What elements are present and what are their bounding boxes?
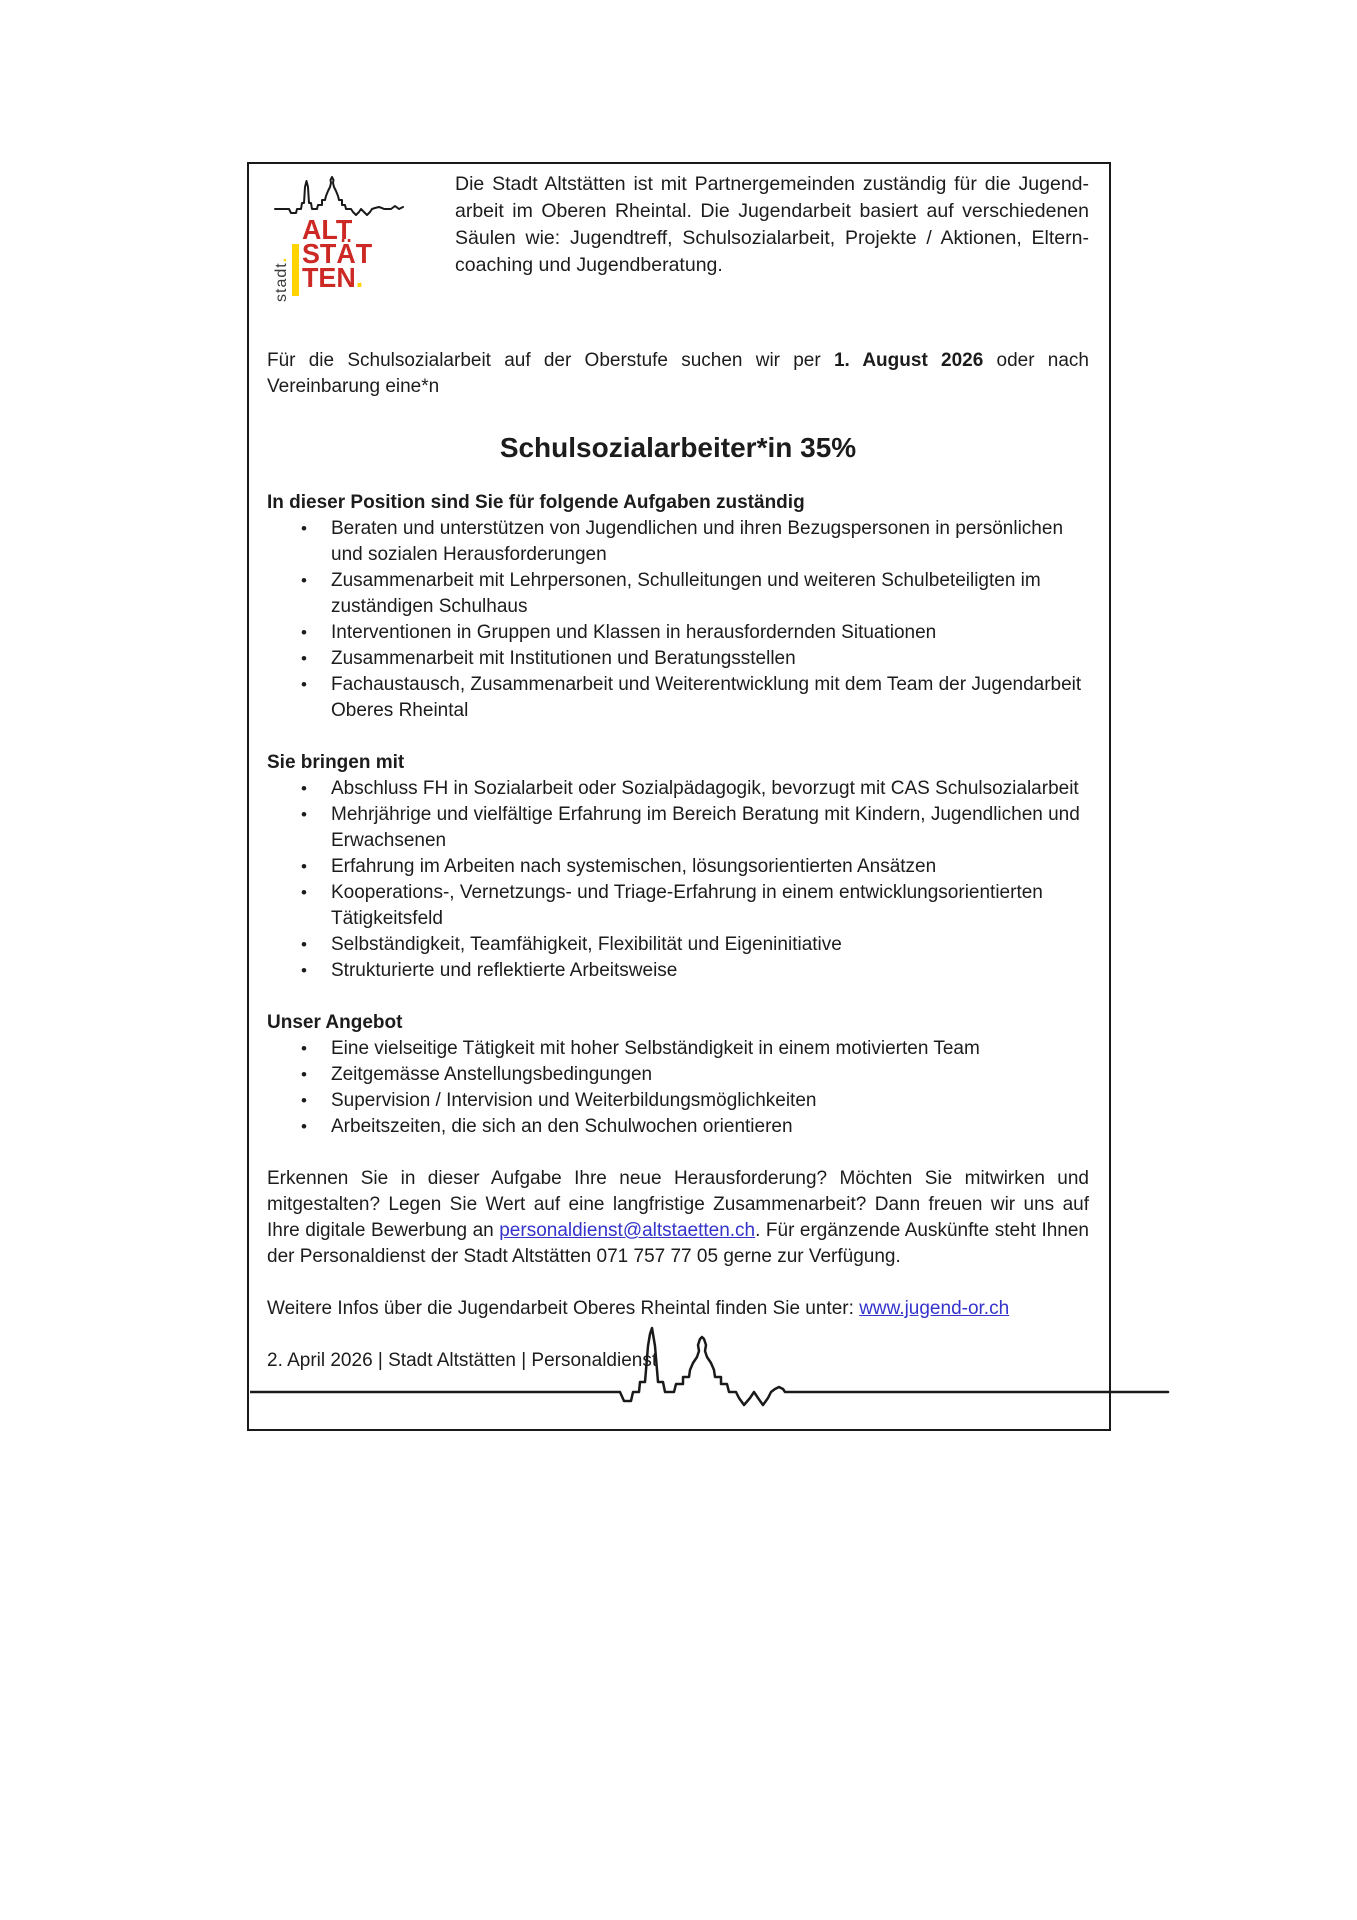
- list-item: • Kooperations-, Vernetzungs- und Triage-Erfahrung in einem entwicklungsorientierten Tätigkeitsfeld: [267, 880, 1089, 932]
- header-row: [267, 170, 1089, 302]
- logo-line-1: ALT: [302, 214, 353, 245]
- aufgaben-list: [267, 516, 1089, 724]
- section-heading-aufgaben: In dieser Position sind Sie für folgende Aufgaben zuständig: [267, 492, 805, 513]
- list-item: • Interventionen in Gruppen und Klassen in herausfordernden Situationen: [267, 620, 1089, 646]
- footer-skyline-rule: [250, 1318, 1170, 1410]
- angebot-list: [267, 1036, 1089, 1140]
- email-link[interactable]: personaldienst@altstaetten.ch: [499, 1220, 756, 1241]
- list-item: • Selbständigkeit, Teamfähigkeit, Flexibilität und Eigeninitiative: [267, 932, 1089, 958]
- list-item: • Supervision / Intervision und Weiterbildungsmöglichkeiten: [267, 1088, 1089, 1114]
- list-item: • Erfahrung im Arbeiten nach systemischen, lösungsorientierten Ansätzen: [267, 854, 1089, 880]
- closing-text-pre: Erkennen Sie in dieser Aufgabe Ihre neue Herausforderung? Möchten Sie mitwirken und mitgestalten? Legen Sie Wert auf eine langfristige Zusammenarbeit? Dann freuen wir uns auf Ihre digitale Bewerbung an: [267, 1168, 1089, 1241]
- list-item: • Arbeitszeiten, die sich an den Schulwochen orientieren: [267, 1114, 1089, 1140]
- intro-paragraph: [455, 171, 1089, 279]
- website-link[interactable]: www.jugend-or.ch: [859, 1298, 1010, 1319]
- list-item: • Fachaustausch, Zusammenarbeit und Weiterentwicklung mit dem Team der Jugendarbeit Oberes Rheintal: [267, 672, 1089, 724]
- logo-city-name: [302, 214, 373, 293]
- logo-stadt-label: stadt.: [273, 256, 290, 302]
- intro-line: Die Stadt Altstätten ist mit Partnergemeinden zuständig für die Jugend-: [455, 173, 1089, 195]
- altstaetten-city-logo: [267, 172, 417, 302]
- list-item: • Mehrjährige und vielfältige Erfahrung im Bereich Beratung mit Kindern, Jugendlichen und Erwachsenen: [267, 802, 1089, 854]
- list-item: • Beraten und unterstützen von Jugendlichen und ihren Bezugspersonen in persönlichen und sozialen Herausforderungen: [267, 516, 1089, 568]
- list-item: • Eine vielseitige Tätigkeit mit hoher Selbständigkeit in einem motivierten Team: [267, 1036, 1089, 1062]
- vacancy-text-pre: Für die Schulsozialarbeit auf der Oberstufe suchen wir per: [267, 350, 834, 371]
- date-line: 2. April 2026 | Stadt Altstätten | Personaldienst: [267, 1350, 658, 1371]
- logo-line-2: STÄT: [302, 238, 373, 269]
- logo-stadt-dot: .: [273, 256, 290, 263]
- intro-line: coaching und Jugendberatung.: [455, 254, 723, 276]
- logo-dot: .: [355, 262, 364, 293]
- section-heading-profil: Sie bringen mit: [267, 752, 405, 773]
- list-item: • Zusammenarbeit mit Institutionen und Beratungsstellen: [267, 646, 1089, 672]
- list-item: • Strukturierte und reflektierte Arbeitsweise: [267, 958, 1089, 984]
- logo-wordmark: [267, 214, 417, 302]
- info-text-pre: Weitere Infos über die Jugendarbeit Oberes Rheintal finden Sie unter:: [267, 1298, 860, 1319]
- closing-paragraph: [267, 1166, 1089, 1270]
- profil-list: [267, 776, 1089, 984]
- town-skyline-icon: [271, 172, 409, 218]
- closing-text-post: . Für ergänzende Auskünfte steht Ihnen der Personaldienst der Stadt Altstätten 071 757 77 05 gerne zur Verfügung.: [267, 1220, 1089, 1267]
- job-title: Schulsozialarbeiter*in 35%: [499, 432, 857, 463]
- list-item: • Zusammenarbeit mit Lehrpersonen, Schulleitungen und weiteren Schulbeteiligten im zuständigen Schulhaus: [267, 568, 1089, 620]
- list-item: • Abschluss FH in Sozialarbeit oder Sozialpädagogik, bevorzugt mit CAS Schulsozialarbeit: [267, 776, 1089, 802]
- list-item: • Zeitgemässe Anstellungsbedingungen: [267, 1062, 1089, 1088]
- intro-line: arbeit im Oberen Rheintal. Die Jugendarbeit basiert auf verschiedenen: [455, 200, 1089, 222]
- document-border-frame: [247, 162, 1111, 1431]
- logo-yellow-bar: [292, 244, 299, 296]
- section-heading-angebot: Unser Angebot: [267, 1012, 403, 1033]
- intro-line: Säulen wie: Jugendtreff, Schulsozialarbeit, Projekte / Aktionen, Eltern-: [455, 227, 1089, 249]
- vacancy-start-date: 1. August 2026: [833, 350, 984, 371]
- vacancy-paragraph: [267, 348, 1089, 400]
- logo-line-3: TEN.: [302, 262, 364, 293]
- vacancy-text-post: oder nach Vereinbarung eine*n: [267, 350, 1089, 397]
